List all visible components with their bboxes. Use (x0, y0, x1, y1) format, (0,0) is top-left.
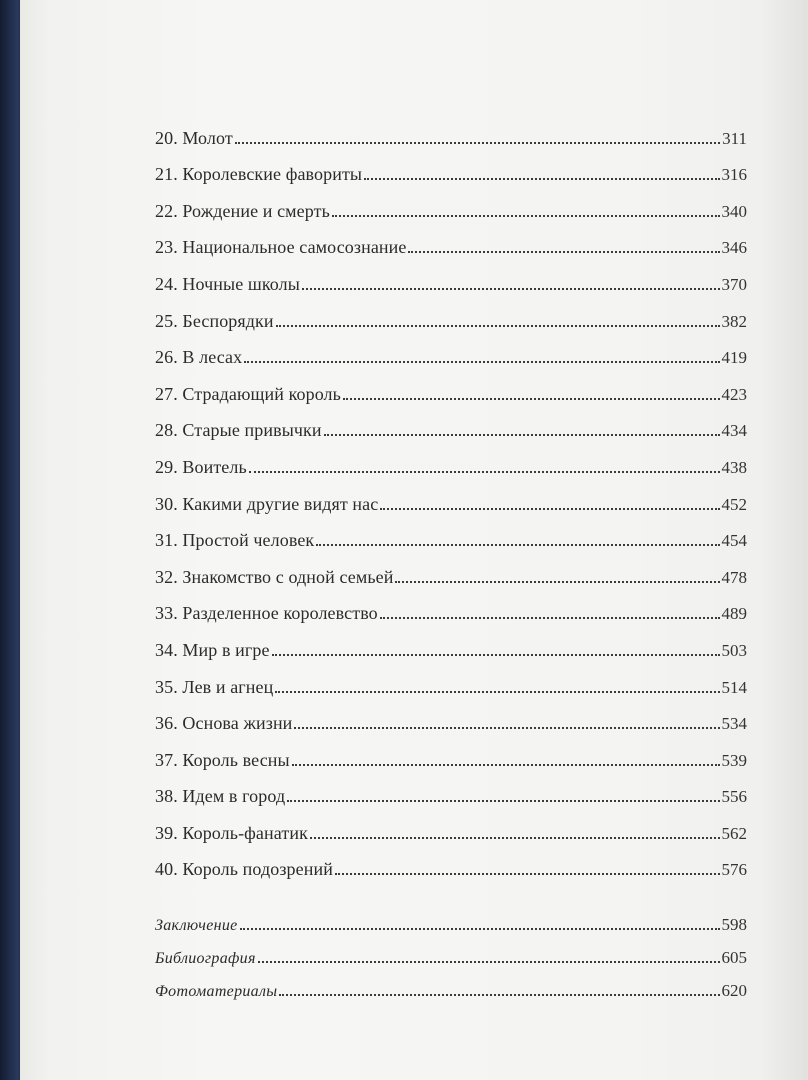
toc-entry (155, 478, 747, 515)
dot-leader (287, 800, 719, 802)
toc-entry (155, 551, 747, 588)
back-matter-list (155, 902, 747, 1001)
toc-entry-page-number: 311 (722, 128, 747, 148)
toc-entry (155, 112, 747, 149)
dot-leader (343, 398, 720, 400)
toc-entry (155, 698, 747, 735)
toc-entry-page-number: 605 (721, 948, 747, 968)
toc-entry-title: 40. Король подозрений (155, 859, 333, 880)
dot-leader (310, 837, 720, 839)
toc-entry-page-number: 340 (721, 201, 747, 221)
table-of-contents (155, 112, 747, 1001)
toc-entry-title: 28. Старые привычки (155, 420, 322, 441)
dot-leader (235, 142, 720, 144)
toc-entry (155, 332, 747, 369)
toc-entry-page-number: 576 (721, 860, 747, 880)
toc-entry-page-number: 370 (721, 274, 747, 294)
dot-leader (380, 617, 720, 619)
dot-leader (380, 508, 719, 510)
chapter-list (155, 112, 747, 880)
toc-entry-title: 29. Воитель (155, 456, 247, 477)
dot-leader (408, 251, 719, 253)
dot-leader (294, 727, 719, 729)
toc-entry-page-number: 434 (721, 421, 747, 441)
toc-entry (155, 935, 747, 968)
toc-entry-page-number: 514 (721, 677, 747, 697)
toc-entry-page-number: 598 (721, 915, 747, 935)
toc-entry (155, 588, 747, 625)
toc-entry-title: 31. Простой человек (155, 530, 315, 551)
toc-entry-title: 25. Беспорядки (155, 310, 274, 331)
toc-entry (155, 844, 747, 881)
dot-leader (244, 361, 719, 363)
toc-entry-title: Библиография (155, 950, 256, 968)
toc-entry-title: 23. Национальное самосознание (155, 237, 407, 258)
dot-leader (279, 994, 719, 996)
toc-entry-page-number: 423 (721, 384, 747, 404)
dot-leader (240, 928, 720, 930)
toc-entry-title: 37. Король весны (155, 749, 290, 770)
toc-entry (155, 222, 747, 259)
toc-entry (155, 441, 747, 478)
toc-entry-page-number: 620 (721, 981, 747, 1001)
toc-entry-page-number: 452 (721, 494, 747, 514)
toc-entry-title: 33. Разделенное королевство (155, 603, 378, 624)
dot-leader (249, 471, 720, 473)
toc-entry (155, 734, 747, 771)
toc-entry (155, 368, 747, 405)
toc-entry (155, 661, 747, 698)
toc-entry (155, 295, 747, 332)
toc-entry (155, 902, 747, 935)
dot-leader (302, 288, 720, 290)
toc-entry-page-number: 534 (721, 714, 747, 734)
toc-entry-page-number: 539 (721, 750, 747, 770)
toc-entry-title: 20. Молот (155, 127, 233, 148)
toc-entry-page-number: 419 (721, 348, 747, 368)
toc-entry-title: 26. В лесах (155, 347, 243, 368)
dot-leader (364, 178, 719, 180)
toc-entry (155, 185, 747, 222)
dot-leader (395, 581, 719, 583)
toc-entry-page-number: 382 (721, 311, 747, 331)
dot-leader (258, 961, 720, 963)
toc-entry (155, 771, 747, 808)
dot-leader (272, 654, 720, 656)
toc-entry-page-number: 503 (721, 640, 747, 660)
toc-entry (155, 624, 747, 661)
toc-entry (155, 968, 747, 1001)
toc-entry-title: Заключение (155, 917, 238, 935)
toc-entry (155, 258, 747, 295)
toc-entry-title: 34. Мир в игре (155, 639, 270, 660)
toc-entry-page-number: 556 (721, 787, 747, 807)
dot-leader (335, 873, 720, 875)
dot-leader (332, 215, 720, 217)
book-page (20, 0, 808, 1080)
toc-entry (155, 405, 747, 442)
dot-leader (275, 691, 719, 693)
toc-entry-title: 24. Ночные школы (155, 273, 300, 294)
toc-entry-title: 38. Идем в город (155, 786, 286, 807)
toc-entry-title: 36. Основа жизни (155, 713, 293, 734)
toc-entry-title: 27. Страдающий король (155, 383, 341, 404)
toc-entry-page-number: 489 (721, 604, 747, 624)
dot-leader (324, 434, 720, 436)
toc-entry-page-number: 346 (721, 238, 747, 258)
toc-entry (155, 807, 747, 844)
toc-entry (155, 515, 747, 552)
toc-entry-title: 30. Какими другие видят нас (155, 493, 379, 514)
toc-entry-title: 22. Рождение и смерть (155, 200, 330, 221)
dot-leader (292, 764, 720, 766)
toc-entry-page-number: 438 (721, 457, 747, 477)
toc-entry-title: 35. Лев и агнец (155, 676, 274, 697)
toc-entry-page-number: 478 (721, 567, 747, 587)
dot-leader (316, 544, 719, 546)
section-gap (155, 880, 747, 902)
toc-entry-title: 32. Знакомство с одной семьей (155, 566, 394, 587)
toc-entry-page-number: 454 (721, 531, 747, 551)
toc-entry-title: 21. Королевские фавориты (155, 164, 363, 185)
toc-entry (155, 149, 747, 186)
toc-entry-page-number: 562 (721, 823, 747, 843)
toc-entry-page-number: 316 (721, 165, 747, 185)
toc-entry-title: Фотоматериалы (155, 983, 278, 1001)
dot-leader (276, 325, 720, 327)
toc-entry-title: 39. Король-фанатик (155, 822, 308, 843)
